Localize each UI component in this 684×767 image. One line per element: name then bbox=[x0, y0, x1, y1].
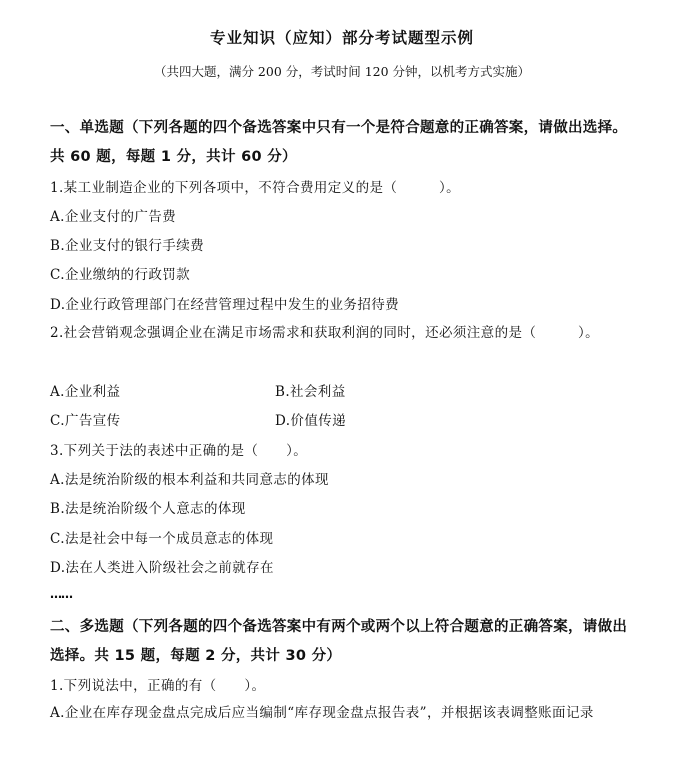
question-1-option-c: C.企业缴纳的行政罚款 bbox=[50, 267, 191, 283]
question-2-stem: 2.社会营销观念强调企业在满足市场需求和获取利润的同时，还必须注意的是（ ）。 bbox=[50, 325, 600, 341]
question-3-option-b: B.法是统治阶级个人意志的体现 bbox=[50, 501, 246, 517]
omission-ellipsis: …… bbox=[50, 587, 72, 601]
question-1-option-b: B.企业支付的银行手续费 bbox=[50, 238, 205, 254]
question-2-option-c: C.广告宣传 bbox=[50, 413, 121, 429]
question-1-stem: 1.某工业制造企业的下列各项中，不符合费用定义的是（ ）。 bbox=[50, 180, 461, 196]
question-3-option-d: D.法在人类进入阶级社会之前就存在 bbox=[50, 560, 274, 576]
question-1-option-d: D.企业行政管理部门在经营管理过程中发生的业务招待费 bbox=[50, 297, 400, 313]
question-2-option-a: A.企业利益 bbox=[50, 384, 121, 400]
multi-question-1-option-a: A.企业在库存现金盘点完成后应当编制“库存现金盘点报告表”，并根据该表调整账面记录 bbox=[50, 705, 594, 721]
question-3-option-c: C.法是社会中每一个成员意志的体现 bbox=[50, 531, 274, 547]
section-heading-multiple-choice: 二、多选题（下列各题的四个备选答案中有两个或两个以上符合题意的正确答案，请做出选择。共 15 题，每题 2 分，共计 30 分） bbox=[50, 619, 628, 664]
question-3-stem: 3.下列关于法的表述中正确的是（ ）。 bbox=[50, 443, 308, 459]
question-2-option-d: D.价值传递 bbox=[275, 413, 347, 429]
document-title: 专业知识（应知）部分考试题型示例 bbox=[209, 29, 474, 47]
section-heading-single-choice: 一、单选题（下列各题的四个备选答案中只有一个是符合题意的正确答案，请做出选择。共 60 题，每题 1 分，共计 60 分） bbox=[50, 120, 628, 165]
multi-question-1-stem: 1.下列说法中，正确的有（ ）。 bbox=[50, 678, 266, 694]
document-subtitle: （共四大题，满分 200 分，考试时间 120 分钟，以机考方式实施） bbox=[153, 64, 531, 79]
question-3-option-a: A.法是统治阶级的根本利益和共同意志的体现 bbox=[50, 472, 329, 488]
question-2-option-b: B.社会利益 bbox=[275, 384, 346, 400]
question-1-option-a: A.企业支付的广告费 bbox=[50, 209, 177, 225]
